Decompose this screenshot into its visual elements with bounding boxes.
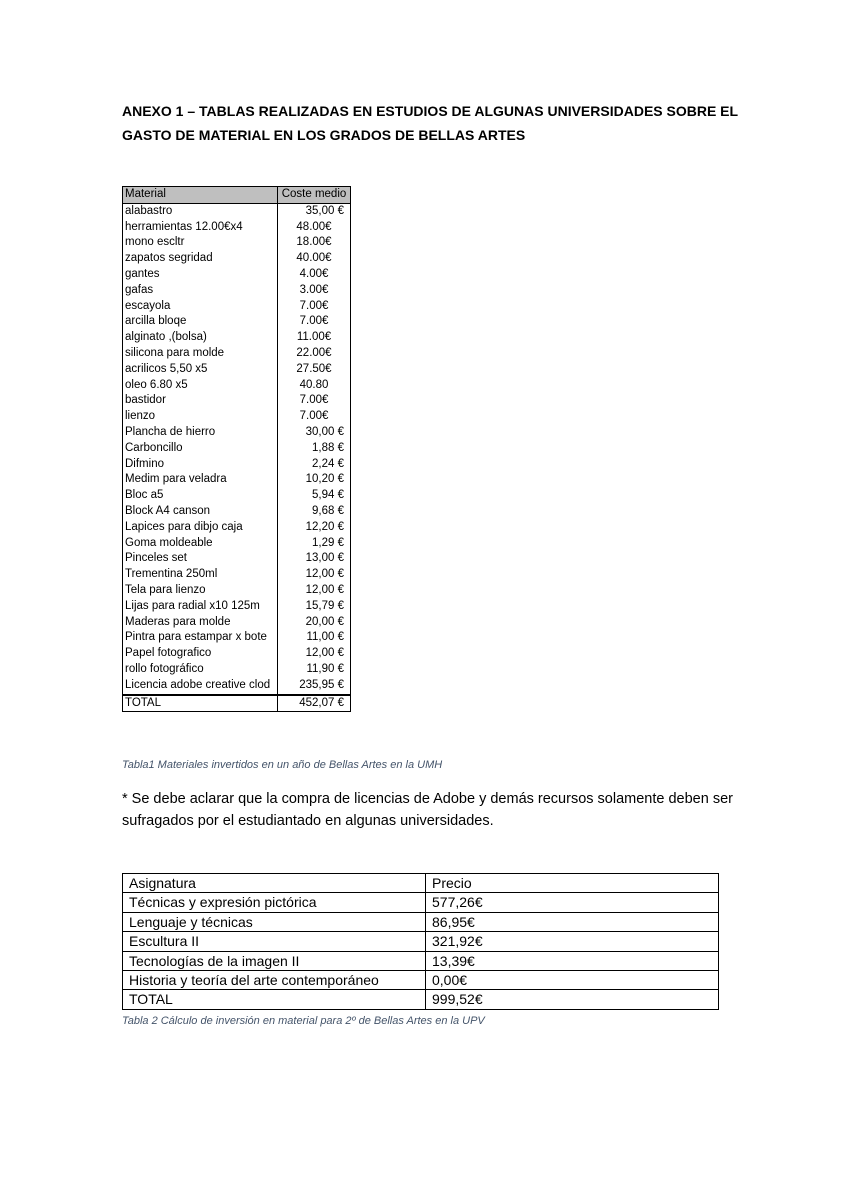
cost-cell: 12,00 € [278, 567, 351, 583]
cost-cell: 9,68 € [278, 504, 351, 520]
material-cell: gantes [123, 267, 278, 283]
cost-cell: 5,94 € [278, 488, 351, 504]
total-value: 452,07 € [278, 695, 351, 712]
cost-cell: 2,24 € [278, 457, 351, 473]
table-row [123, 267, 351, 283]
total-label: TOTAL [123, 695, 278, 712]
table-row [123, 615, 351, 631]
table-row [123, 299, 351, 315]
material-cell: escayola [123, 299, 278, 315]
table-row [123, 971, 719, 990]
table-row [123, 235, 351, 251]
table-row [123, 646, 351, 662]
price-cell: 999,52€ [426, 990, 719, 1009]
subject-cell: Tecnologías de la imagen II [123, 951, 426, 970]
table-row [123, 678, 351, 695]
table-row [123, 990, 719, 1009]
cost-cell: 20,00 € [278, 615, 351, 631]
material-cell: gafas [123, 283, 278, 299]
table-row [123, 378, 351, 394]
material-cell: alginato ,(bolsa) [123, 330, 278, 346]
table-row [123, 314, 351, 330]
material-cell: Difmino [123, 457, 278, 473]
table-row [123, 393, 351, 409]
cost-cell: 1,88 € [278, 441, 351, 457]
table-row [123, 893, 719, 912]
table-row [123, 662, 351, 678]
cost-cell: 3.00€ [278, 283, 351, 299]
material-cell: silicona para molde [123, 346, 278, 362]
cost-cell: 12,00 € [278, 583, 351, 599]
cost-cell: 40.00€ [278, 251, 351, 267]
table-row [123, 567, 351, 583]
cost-cell: 15,79 € [278, 599, 351, 615]
table1-caption: Tabla1 Materiales invertidos en un año de Bellas Artes en la UMH [122, 759, 443, 771]
subject-cell: Historia y teoría del arte contemporáneo [123, 971, 426, 990]
table-row [123, 251, 351, 267]
material-cell: Pinceles set [123, 551, 278, 567]
table-total-row [123, 695, 351, 712]
material-cell: Trementina 250ml [123, 567, 278, 583]
subject-cell: Técnicas y expresión pictórica [123, 893, 426, 912]
cost-cell: 11,90 € [278, 662, 351, 678]
table2-caption: Tabla 2 Cálculo de inversión en material para 2º de Bellas Artes en la UPV [122, 1015, 485, 1027]
table-row [123, 220, 351, 236]
material-cell: Maderas para molde [123, 615, 278, 631]
table-row [123, 536, 351, 552]
column-header-price: Precio [426, 874, 719, 893]
material-cell: Medim para veladra [123, 472, 278, 488]
column-header-cost: Coste medio [278, 187, 351, 204]
material-cell: mono escltr [123, 235, 278, 251]
material-cell: Plancha de hierro [123, 425, 278, 441]
table-row [123, 362, 351, 378]
material-cell: Lapices para dibjo caja [123, 520, 278, 536]
column-header-subject: Asignatura [123, 874, 426, 893]
column-header-material: Material [123, 187, 278, 204]
material-cell: Lijas para radial x10 125m [123, 599, 278, 615]
table-row [123, 551, 351, 567]
subject-cell: Lenguaje y técnicas [123, 912, 426, 931]
cost-cell: 13,00 € [278, 551, 351, 567]
cost-cell: 18.00€ [278, 235, 351, 251]
table-row [123, 346, 351, 362]
material-cell: Carboncillo [123, 441, 278, 457]
table-row [123, 932, 719, 951]
subjects-table [122, 873, 719, 1010]
cost-cell: 12,00 € [278, 646, 351, 662]
cost-cell: 30,00 € [278, 425, 351, 441]
table-row [123, 283, 351, 299]
cost-cell: 48.00€ [278, 220, 351, 236]
table-row [123, 583, 351, 599]
cost-cell: 1,29 € [278, 536, 351, 552]
adobe-note: * Se debe aclarar que la compra de licencias de Adobe y demás recursos solamente deben ser sufragados por el estudiantado en algunas universidades. [122, 791, 733, 829]
table-row [123, 425, 351, 441]
material-cell: arcilla bloqe [123, 314, 278, 330]
table-row [123, 951, 719, 970]
material-cell: Pintra para estampar x bote [123, 630, 278, 646]
table-row [123, 599, 351, 615]
table-row [123, 457, 351, 473]
cost-cell: 11.00€ [278, 330, 351, 346]
cost-cell: 12,20 € [278, 520, 351, 536]
material-cell: Tela para lienzo [123, 583, 278, 599]
material-cell: Block A4 canson [123, 504, 278, 520]
material-cell: acrilicos 5,50 x5 [123, 362, 278, 378]
cost-cell: 22.00€ [278, 346, 351, 362]
material-cell: herramientas 12.00€x4 [123, 220, 278, 236]
material-cell: zapatos segridad [123, 251, 278, 267]
material-cell: lienzo [123, 409, 278, 425]
cost-cell: 35,00 € [278, 203, 351, 219]
cost-cell: 7.00€ [278, 314, 351, 330]
table-row [123, 912, 719, 931]
cost-cell: 4.00€ [278, 267, 351, 283]
material-cell: Bloc a5 [123, 488, 278, 504]
cost-cell: 11,00 € [278, 630, 351, 646]
price-cell: 0,00€ [426, 971, 719, 990]
cost-cell: 40.80 [278, 378, 351, 394]
price-cell: 13,39€ [426, 951, 719, 970]
table-row [123, 330, 351, 346]
material-cell: Licencia adobe creative clod [123, 678, 278, 695]
cost-cell: 7.00€ [278, 299, 351, 315]
material-cell: rollo fotográfico [123, 662, 278, 678]
material-cell: oleo 6.80 x5 [123, 378, 278, 394]
table-row [123, 441, 351, 457]
table-row [123, 409, 351, 425]
subject-cell: Escultura II [123, 932, 426, 951]
material-cell: Goma moldeable [123, 536, 278, 552]
material-cell: bastidor [123, 393, 278, 409]
table-row [123, 488, 351, 504]
annex-heading: ANEXO 1 – TABLAS REALIZADAS EN ESTUDIOS DE ALGUNAS UNIVERSIDADES SOBRE EL GASTO DE MATERIAL EN LOS GRADOS DE BELLAS ARTES [122, 103, 738, 143]
material-cell: alabastro [123, 203, 278, 219]
cost-cell: 27.50€ [278, 362, 351, 378]
table-row [123, 472, 351, 488]
subject-cell: TOTAL [123, 990, 426, 1009]
material-cell: Papel fotografico [123, 646, 278, 662]
table-header-row [123, 874, 719, 893]
price-cell: 577,26€ [426, 893, 719, 912]
table-row [123, 203, 351, 219]
cost-cell: 7.00€ [278, 409, 351, 425]
table-row [123, 504, 351, 520]
price-cell: 86,95€ [426, 912, 719, 931]
table-row [123, 630, 351, 646]
price-cell: 321,92€ [426, 932, 719, 951]
cost-cell: 7.00€ [278, 393, 351, 409]
cost-cell: 10,20 € [278, 472, 351, 488]
table-header-row [123, 187, 351, 204]
table-row [123, 520, 351, 536]
cost-cell: 235,95 € [278, 678, 351, 695]
materials-table [122, 186, 351, 712]
